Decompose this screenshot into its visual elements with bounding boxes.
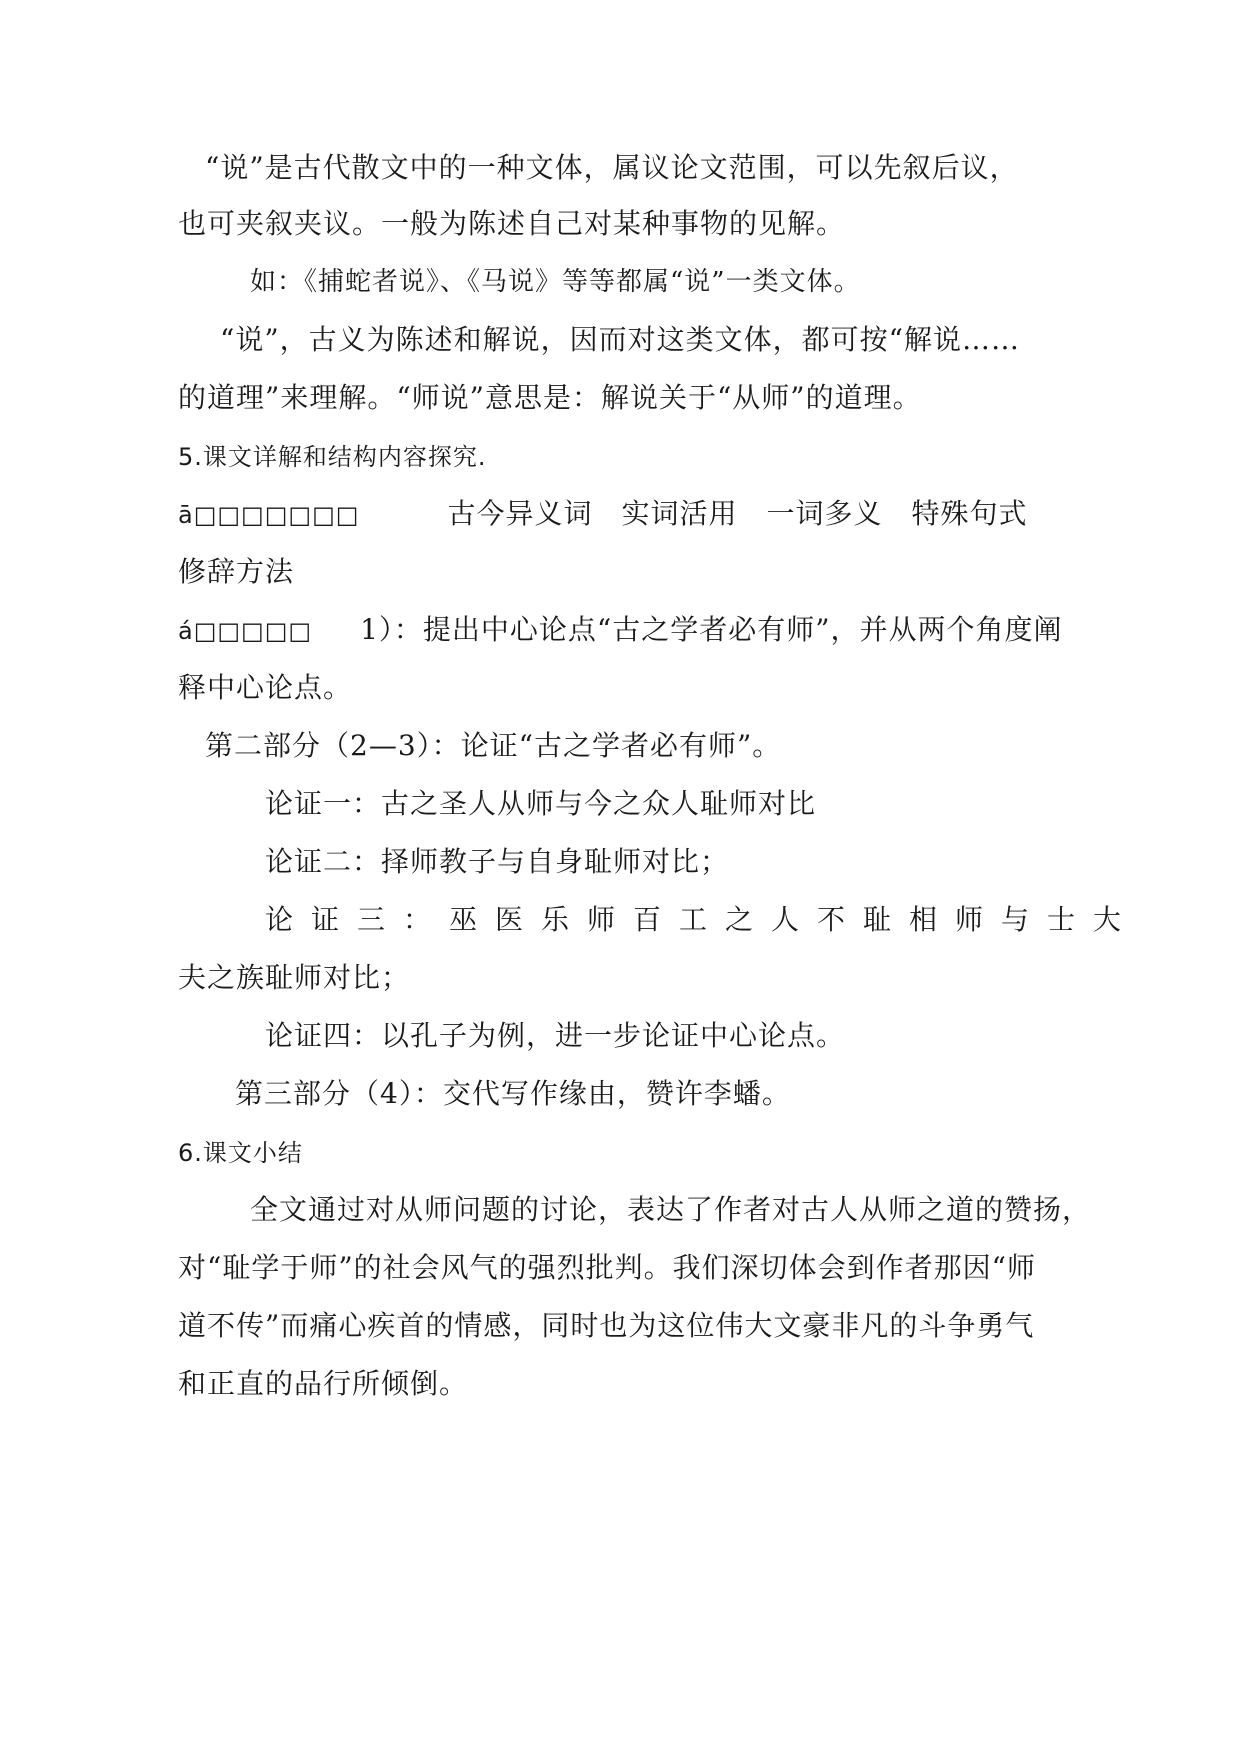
paragraph-text: 古今异义词 实词活用 一词多义 特殊句式 bbox=[447, 497, 1028, 530]
paragraph-line: 对“耻学于师”的社会风气的强烈批判。我们深切体会到作者那因“师 bbox=[178, 1251, 1036, 1284]
paragraph-line: 和正直的品行所倾倒。 bbox=[178, 1367, 469, 1400]
section-heading bbox=[178, 1132, 303, 1173]
paragraph-line: 如：《捕蛇者说》、《马说》等等都属“说”一类文体。 bbox=[250, 267, 861, 297]
paragraph-line bbox=[178, 610, 1063, 651]
section-heading-text: 5.课文详解和结构内容探究. bbox=[178, 443, 487, 471]
paragraph-line: “说”，古义为陈述和解说，因而对这类文体，都可按“解说…… bbox=[220, 323, 1020, 356]
paragraph-line: 全文通过对从师问题的讨论，表达了作者对古人从师之道的赞扬， bbox=[250, 1193, 1092, 1226]
garbled-glyphs: ā□□□□□□□ bbox=[178, 501, 360, 529]
paragraph-line: 论证二：择师教子与自身耻师对比； bbox=[265, 845, 730, 878]
section-heading-text: 6.课文小结 bbox=[178, 1139, 303, 1167]
paragraph-line: 释中心论点。 bbox=[178, 671, 353, 704]
paragraph-line: 论证四：以孔子为例，进一步论证中心论点。 bbox=[265, 1019, 846, 1052]
paragraph-line: “说”是古代散文中的一种文体，属议论文范围，可以先叙后议， bbox=[205, 151, 1019, 184]
paragraph-line: 的道理”来理解。“师说”意思是：解说关于“从师”的道理。 bbox=[178, 381, 922, 414]
paragraph-line: 论证一：古之圣人从师与今之众人耻师对比 bbox=[265, 787, 817, 820]
paragraph-line: 第二部分（2—3）：论证“古之学者必有师”。 bbox=[205, 729, 782, 762]
paragraph-line: 道不传”而痛心疾首的情感，同时也为这位伟大文豪非凡的斗争勇气 bbox=[178, 1309, 1035, 1342]
paragraph-text: 1）：提出中心论点“古之学者必有师”，并从两个角度阐 bbox=[360, 613, 1063, 646]
paragraph-line: 第三部分（4）：交代写作缘由，赞许李蟠。 bbox=[235, 1077, 791, 1110]
paragraph-line: 也可夹叙夹议。一般为陈述自己对某种事物的见解。 bbox=[178, 207, 846, 240]
section-heading bbox=[178, 436, 487, 477]
garbled-glyphs: á□□□□□ bbox=[178, 617, 313, 645]
paragraph-line bbox=[178, 494, 1027, 535]
paragraph-line: 修辞方法 bbox=[178, 555, 295, 588]
paragraph-line: 夫之族耻师对比； bbox=[178, 961, 411, 994]
paragraph-line: 论证三：巫医乐师百工之人不耻相师与士大 bbox=[265, 903, 1140, 936]
